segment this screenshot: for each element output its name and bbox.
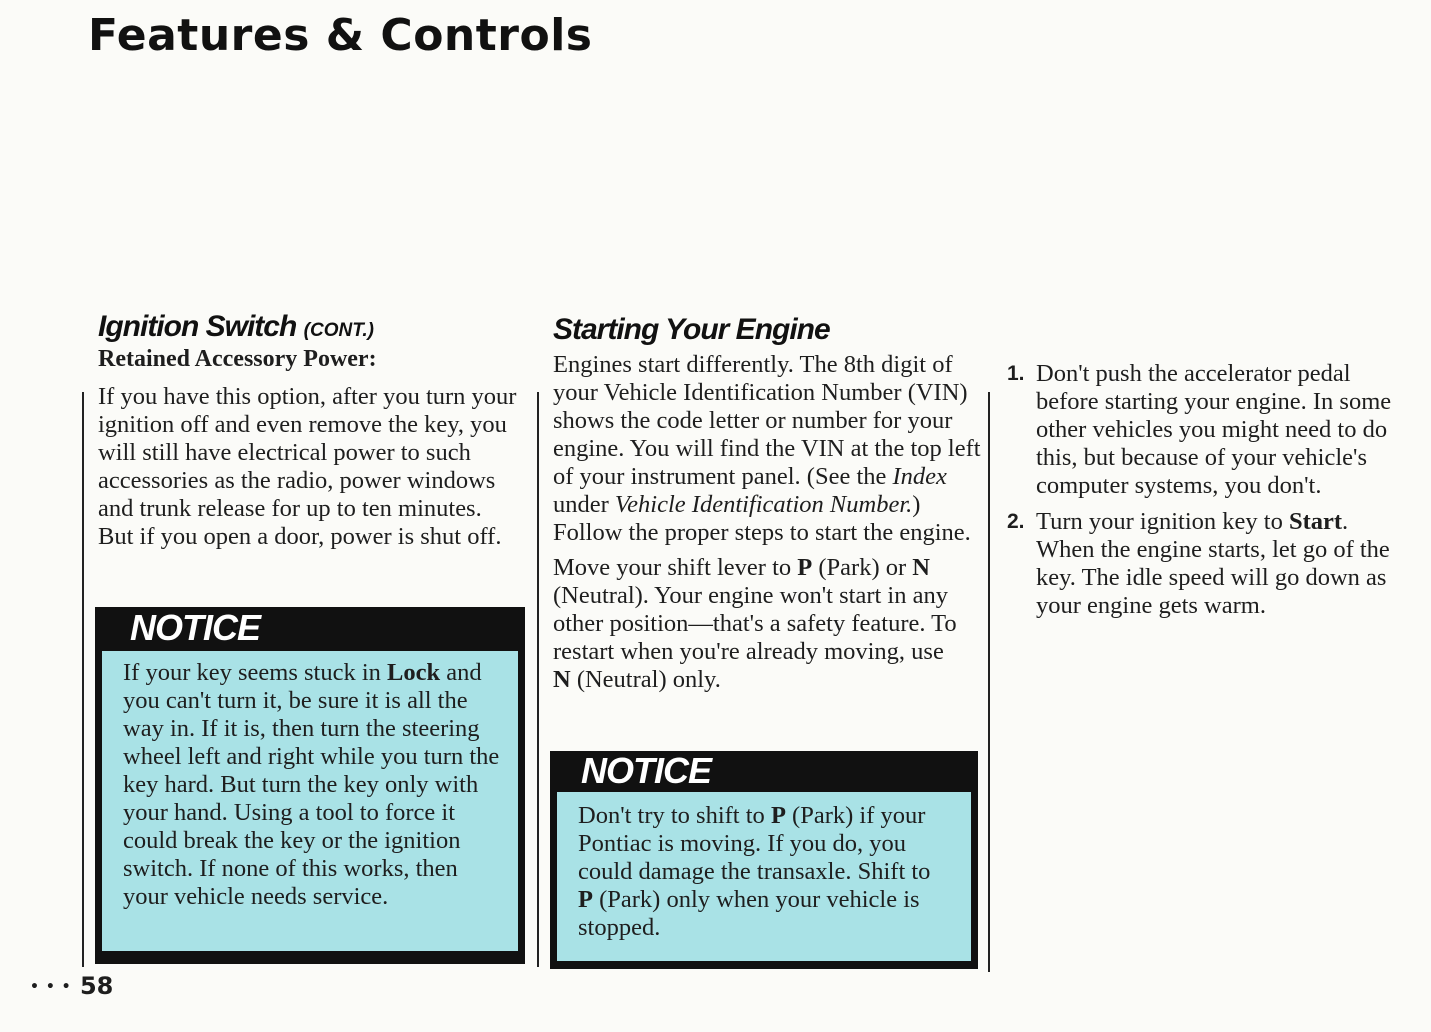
step-text: . When the engine starts, let go of the key. The idle speed will go down as your engine gets warm. <box>1036 508 1390 619</box>
notice-text-shift-park <box>557 792 971 961</box>
italic-index: Index <box>892 463 947 490</box>
page-header-title: Features & Controls <box>88 10 593 61</box>
notice-text-key-stuck <box>102 651 518 951</box>
column-divider <box>82 392 84 967</box>
bold-p: P <box>578 886 593 913</box>
page-number: 58 <box>79 972 114 1000</box>
notice-text-part: Don't try to shift to <box>578 802 771 829</box>
text-part: Engines start differently. The 8th digit of your Vehicle Identification Number (VIN) shows the code letter or number for your engine. You will find the VIN at the top left of your instrument panel. (See the <box>553 351 981 490</box>
step-text: Don't push the accelerator pedal before starting your engine. In some other vehicles you might need to do this, but because of your vehicle's computer systems, you don't. <box>1036 360 1392 499</box>
paragraph-engine-vin <box>553 351 993 547</box>
text-part: (Neutral). Your engine won't start in any other position—that's a safety feature. To restart when you're already moving, use <box>553 582 957 665</box>
column-steps <box>1007 360 1407 620</box>
column-starting-engine <box>553 313 993 694</box>
list-item <box>1007 360 1407 500</box>
text-part: Move your shift lever to <box>553 554 798 581</box>
section-title-text: Ignition Switch <box>98 310 297 343</box>
bold-p: P <box>770 802 786 829</box>
notice-text-part: (Park) only when your vehicle is stopped. <box>578 886 920 941</box>
notice-heading: NOTICE <box>581 750 712 791</box>
steps-list <box>1007 360 1407 620</box>
step-number: 2. <box>1007 510 1025 533</box>
section-title-continued: (CONT.) <box>303 320 375 341</box>
text-part: (Park) or <box>812 554 913 581</box>
bold-n: N <box>553 666 571 693</box>
section-title-ignition-switch <box>98 310 522 344</box>
list-item <box>1007 508 1407 620</box>
bold-p: P <box>797 554 813 581</box>
text-part: ) Follow the proper steps to start the engine. <box>553 491 971 546</box>
column-ignition-switch <box>98 310 522 551</box>
column-divider <box>537 392 539 967</box>
bold-n: N <box>912 554 930 581</box>
step-text: Turn your ignition key to <box>1036 508 1289 535</box>
column-divider <box>988 392 990 972</box>
bold-start: Start <box>1288 508 1343 535</box>
footer-dots: • • • <box>30 979 72 995</box>
text-part: under <box>553 491 615 518</box>
notice-emphasis-lock: Lock <box>387 659 441 686</box>
paragraph-accessory-power: If you have this option, after you turn your ignition off and even remove the key, you will still have electrical power to such accessories as the radio, power windows and trunk release for up to ten minutes. But if you open a door, power is shut off. <box>98 383 517 550</box>
notice-box-shift-park <box>550 751 978 969</box>
paragraph-shift-lever <box>553 554 963 694</box>
notice-box-key-stuck <box>95 607 525 964</box>
notice-text-part: and you can't turn it, be sure it is all the way in. If it is, then turn the steering wheel left and right while you turn the key hard. But turn the key only with your hand. Using a tool to force it could break the key or the ignition switch. If none of this works, then your vehicle needs service. <box>123 659 500 910</box>
notice-heading: NOTICE <box>130 607 261 648</box>
step-number: 1. <box>1007 362 1025 385</box>
notice-text-part: If your key seems stuck in <box>123 659 387 686</box>
notice-text-part: (Park) if your Pontiac is moving. If you do, you could damage the transaxle. Shift to <box>578 802 931 885</box>
section-title-starting-engine: Starting Your Engine <box>553 313 830 346</box>
page-footer <box>30 972 113 1000</box>
italic-vin-reference: Vehicle Identification Number. <box>614 491 913 518</box>
text-part: (Neutral) only. <box>570 666 721 693</box>
subhead-retained-accessory-power: Retained Accessory Power: <box>98 346 377 372</box>
